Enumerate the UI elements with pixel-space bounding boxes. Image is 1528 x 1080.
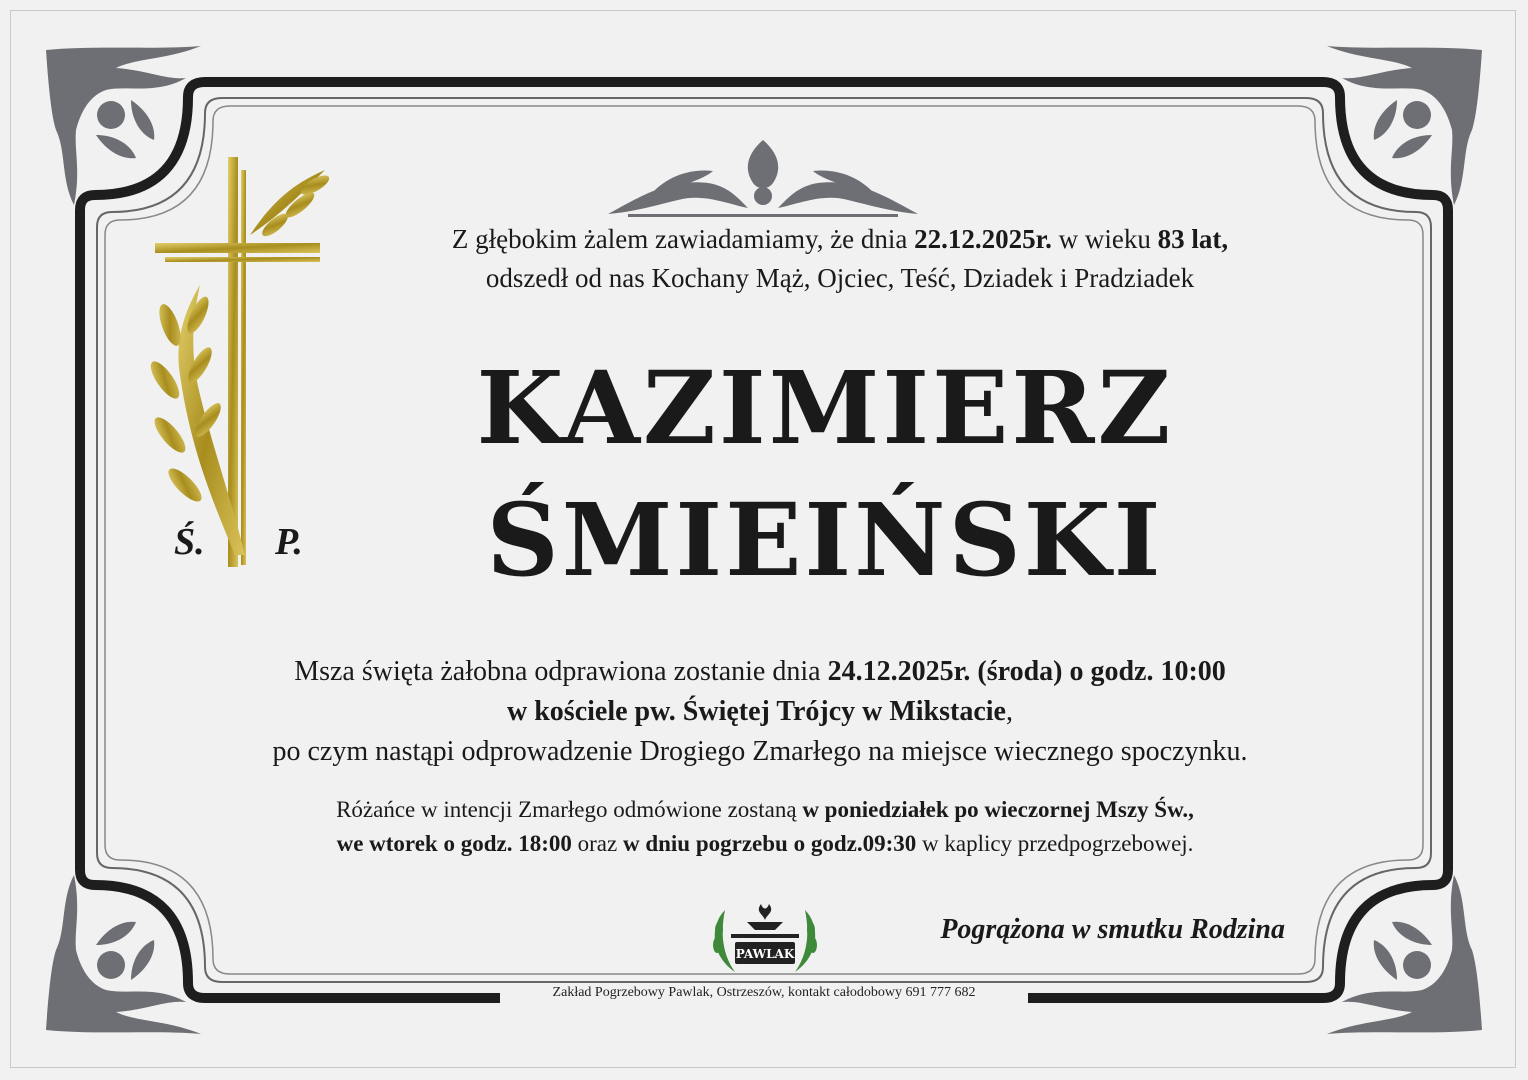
cross-icon bbox=[150, 155, 335, 570]
death-date: 22.12.2025r. bbox=[914, 224, 1052, 254]
intro-text-part: Z głębokim żalem zawiadamiamy, że dnia bbox=[451, 224, 915, 254]
rosary-text-part: w kaplicy przedpogrzebowej. bbox=[916, 831, 1194, 856]
intro-text bbox=[340, 220, 1340, 298]
intro-text-part: w wieku bbox=[1051, 224, 1158, 254]
top-ornament-icon bbox=[608, 138, 918, 220]
intro-line-1 bbox=[340, 220, 1340, 259]
corner-ornament-icon bbox=[1322, 870, 1492, 1040]
mass-text-part: Msza święta żałobna odprawiona zostanie dnia bbox=[294, 656, 828, 687]
first-name: KAZIMIERZ bbox=[476, 349, 1174, 467]
mass-line-3: po czym nastąpi odprowadzenie Drogiego Zmarłego na miejsce wiecznego spoczynku. bbox=[272, 736, 1248, 767]
church-name: w kościele pw. Świętej Trójcy w Mikstacie bbox=[507, 696, 1006, 727]
rosary-time: w dniu pogrzebu o godz.09:30 bbox=[622, 831, 917, 856]
mass-text-part: , bbox=[1005, 696, 1013, 727]
rosary-time: w poniedziałek po wieczornej Mszy Św., bbox=[802, 797, 1194, 822]
funeral-home-logo-icon bbox=[705, 900, 825, 980]
corner-ornament-icon bbox=[36, 870, 206, 1040]
rosary-line-1 bbox=[200, 793, 1330, 827]
abbreviation-s: Ś. bbox=[174, 521, 205, 563]
mass-line-1 bbox=[160, 652, 1360, 692]
logo-text: PAWLAK bbox=[735, 947, 795, 961]
rosary-line-2 bbox=[200, 827, 1330, 861]
age: 83 lat, bbox=[1157, 224, 1229, 254]
intro-line-2: odszedł od nas Kochany Mąż, Ojciec, Teść, Dziadek i Pradziadek bbox=[485, 263, 1195, 293]
abbreviation-p: P. bbox=[275, 521, 303, 563]
rosary-info bbox=[200, 793, 1330, 861]
mass-info bbox=[160, 652, 1360, 772]
mass-date-time: 24.12.2025r. (środa) o godz. 10:00 bbox=[827, 656, 1226, 687]
rosary-text-part: Różańce w intencji Zmarłego odmówione zostaną bbox=[336, 797, 803, 822]
mass-line-2 bbox=[160, 692, 1360, 732]
rosary-text-part: oraz bbox=[571, 831, 623, 856]
corner-ornament-icon bbox=[1322, 40, 1492, 210]
rosary-time: we wtorek o godz. 18:00 bbox=[336, 831, 572, 856]
family-signature: Pogrążona w smutku Rodzina bbox=[940, 914, 1285, 945]
footer-contact: Zakład Pogrzebowy Pawlak, Ostrzeszów, kontakt całodobowy 691 777 682 bbox=[552, 985, 976, 1000]
last-name: ŚMIEIŃSKI bbox=[486, 481, 1164, 599]
